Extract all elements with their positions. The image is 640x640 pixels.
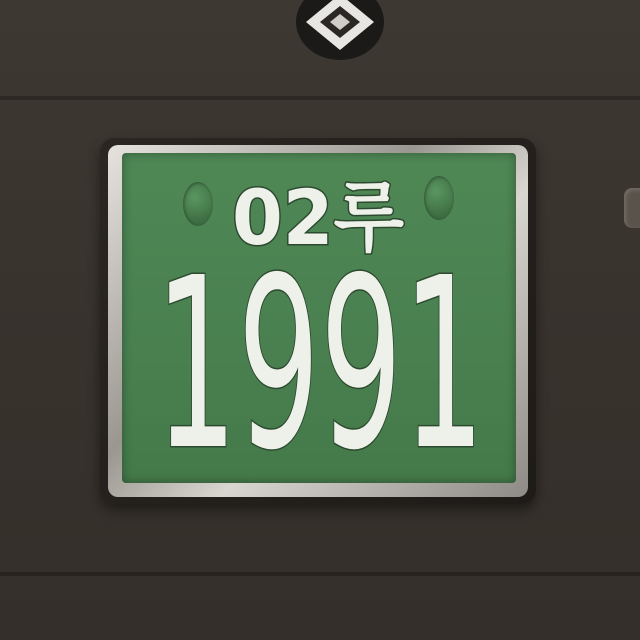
plate-number: 1991 <box>155 227 485 502</box>
plate-hangul: 루 <box>333 173 407 262</box>
plate-region-code: 02 <box>232 173 338 262</box>
